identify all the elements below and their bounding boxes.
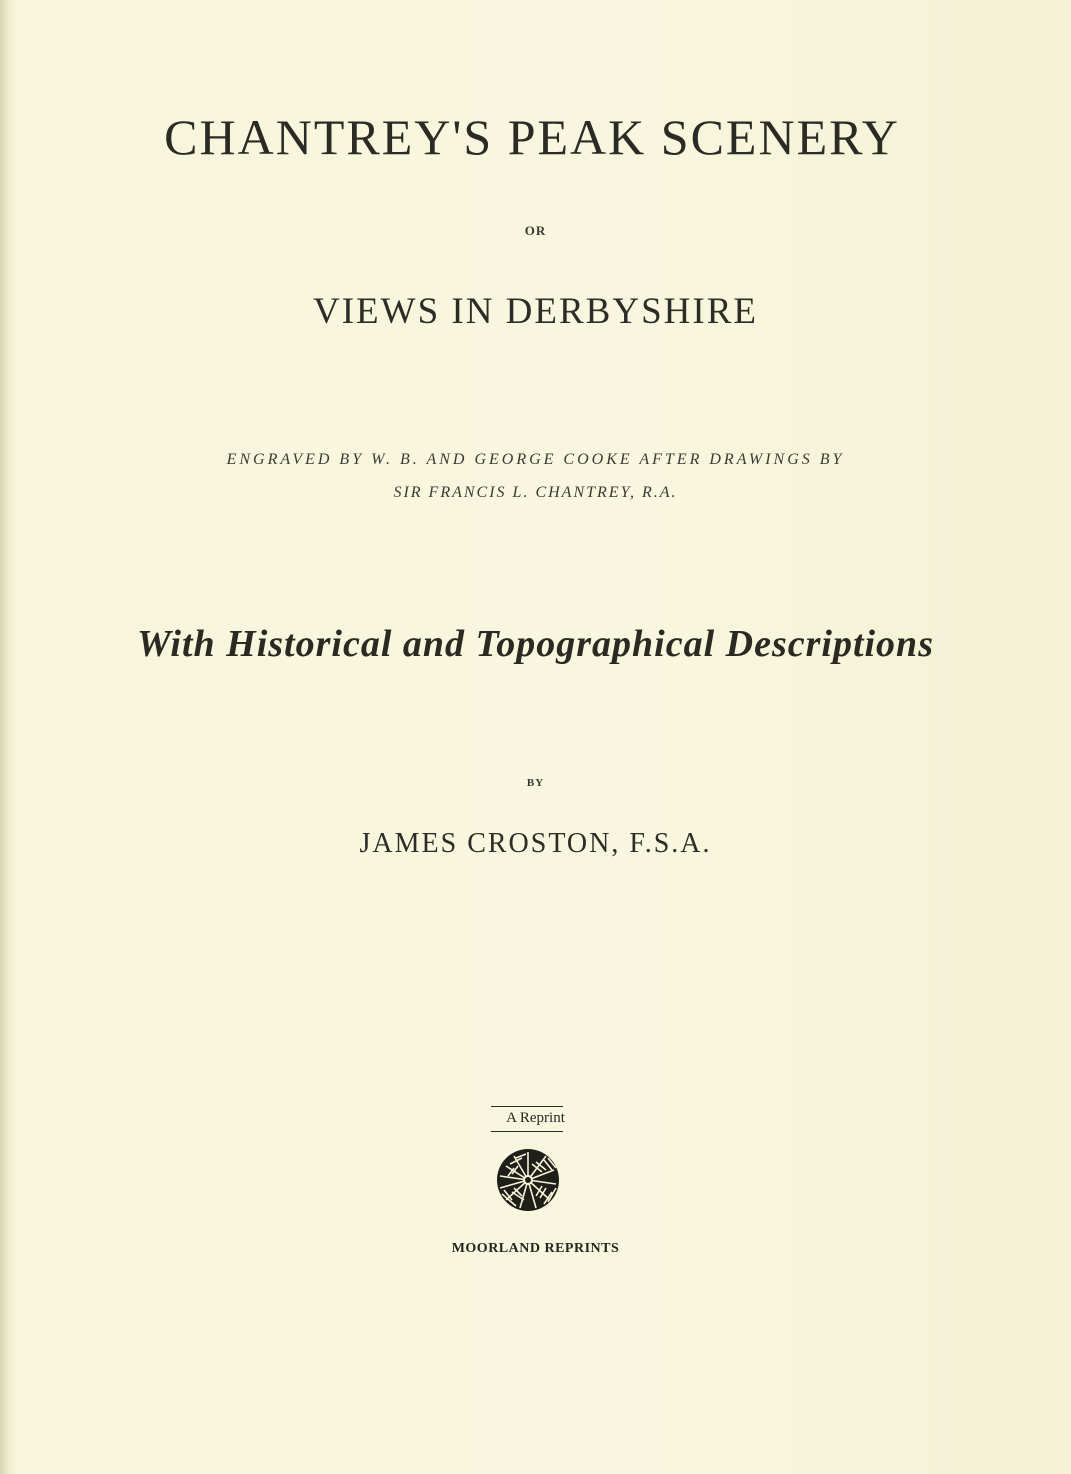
by-text: BY: [526, 777, 545, 789]
book-title: CHANTREY'S PEAK SCENERY: [164, 109, 900, 165]
engraved-line-2: SIR FRANCIS L. CHANTREY, R.A.: [393, 484, 678, 501]
book-subtitle: VIEWS IN DERBYSHIRE: [313, 291, 758, 332]
reprint-label: A Reprint: [506, 1110, 565, 1126]
publisher-name: MOORLAND REPRINTS: [451, 1241, 620, 1256]
descriptions-line: With Historical and Topographical Descriptions: [137, 623, 934, 665]
engraved-line-1: ENGRAVED BY W. B. AND GEORGE COOKE AFTER DRAWINGS BY: [226, 451, 845, 468]
or-text: OR: [524, 223, 547, 238]
author-name: JAMES CROSTON, F.S.A.: [359, 828, 712, 859]
moorland-reprints-logo-icon: [496, 1148, 560, 1212]
